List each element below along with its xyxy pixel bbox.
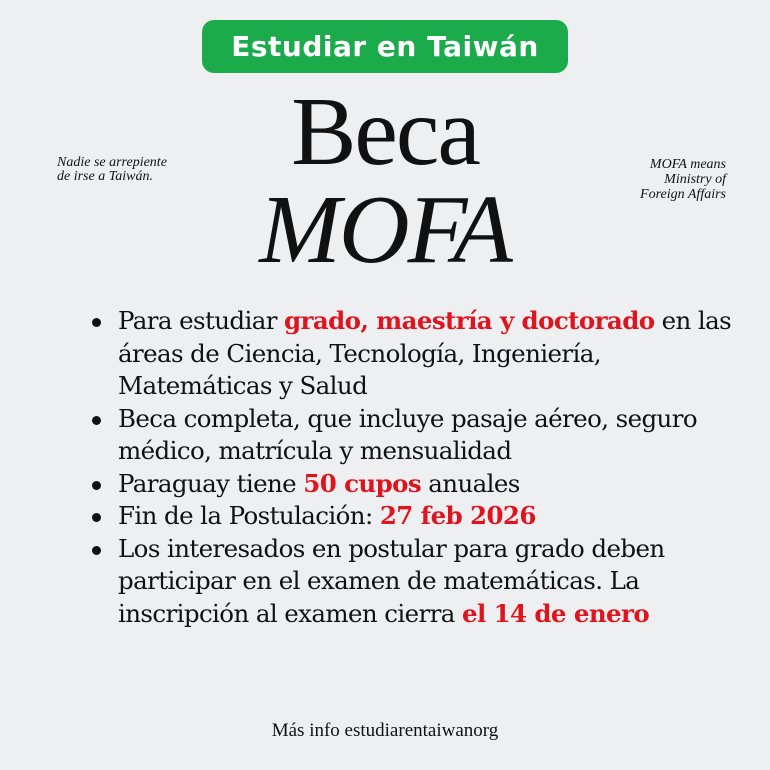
- title-beca: Beca: [291, 78, 479, 186]
- list-item: Los interesados en postular para grado deben participar en el examen de matemáticas. La inscripción al examen cierra el 14 de enero: [88, 533, 748, 631]
- tagline-right: [640, 157, 726, 202]
- tagline-right-line1: MOFA means: [649, 157, 726, 172]
- tagline-right-line3: Foreign Affairs: [640, 187, 726, 202]
- bullet-icon: [92, 416, 101, 425]
- info-list: [88, 305, 748, 630]
- header-badge: Estudiar en Taiwán: [202, 20, 568, 73]
- list-item: Para estudiar grado, maestría y doctorado en las áreas de Ciencia, Tecnología, Ingeniería, Matemáticas y Salud: [88, 305, 748, 403]
- bullet-icon: [92, 481, 101, 490]
- list-item: Paraguay tiene 50 cupos anuales: [88, 468, 748, 501]
- bullet-icon: [92, 546, 101, 555]
- list-item: Fin de la Postulación: 27 feb 2026: [88, 500, 748, 533]
- bullet-icon: [92, 513, 101, 522]
- tagline-right-line2: Ministry of: [664, 172, 726, 187]
- bullet-icon: [92, 318, 101, 327]
- tagline-left-line1: Nadie se arrepiente: [57, 155, 167, 170]
- footer-info: Más info estudiarentaiwanorg: [271, 720, 499, 741]
- tagline-left-line2: de irse a Taiwán.: [57, 169, 153, 184]
- title-mofa: MOFA: [259, 176, 511, 284]
- list-item: Beca completa, que incluye pasaje aéreo, seguro médico, matrícula y mensualidad: [88, 403, 748, 468]
